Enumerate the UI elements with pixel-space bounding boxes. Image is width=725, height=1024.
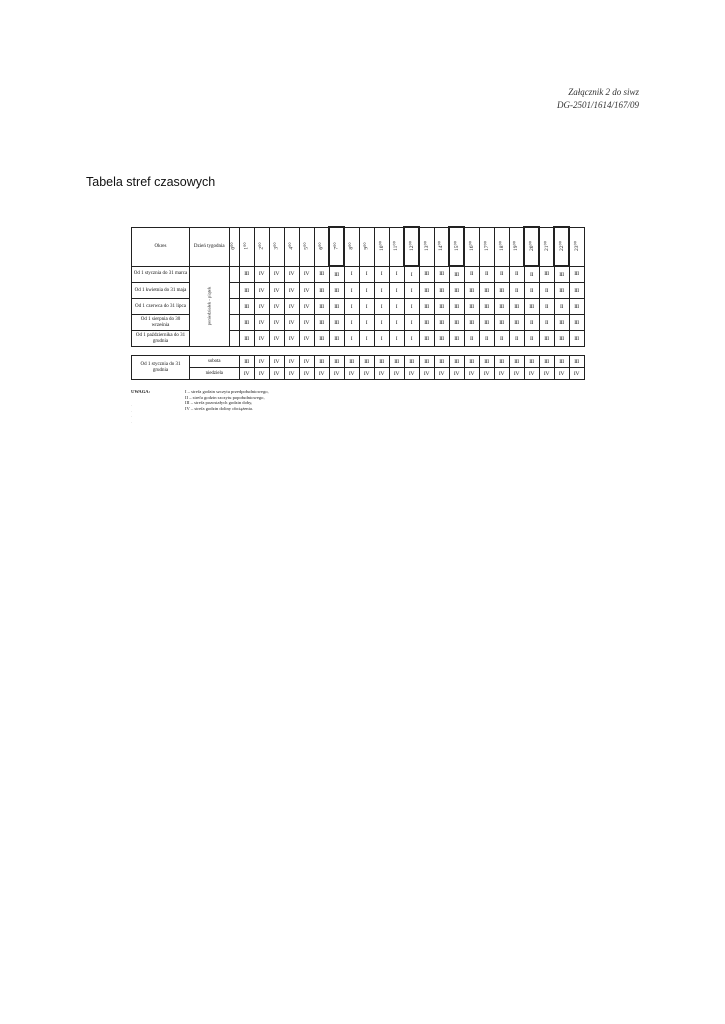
zone-cell: III	[344, 356, 359, 368]
weekend-day-cell: sobota	[190, 356, 240, 368]
zone-cell: I	[359, 283, 374, 299]
season-header: Okres	[132, 227, 190, 266]
hour-label: 14⁰⁰	[438, 241, 445, 251]
hour-label: 13⁰⁰	[423, 241, 430, 251]
zone-cell: II	[494, 266, 509, 283]
zone-cell: IV	[254, 266, 269, 283]
weekend-row	[132, 356, 585, 368]
note-line: III – strefa pozostałych godzin doby,	[185, 400, 253, 406]
zone-cell: IV	[254, 299, 269, 315]
zone-cell: I	[389, 266, 404, 283]
zone-cell: III	[314, 331, 329, 347]
hour-header	[389, 227, 404, 266]
season-cell: Od 1 kwietnia do 31 maja	[132, 283, 190, 299]
zone-cell: III	[314, 299, 329, 315]
zone-cell: III	[554, 356, 569, 368]
zone-cell: III	[524, 356, 539, 368]
spacer-cell	[229, 266, 239, 283]
hour-label: 19⁰⁰	[513, 241, 520, 251]
zone-cell: III	[329, 356, 344, 368]
zone-cell: IV	[329, 368, 344, 380]
zone-cell: III	[479, 356, 494, 368]
zone-cell: III	[554, 315, 569, 331]
day-header: Dzień tygodnia	[190, 227, 230, 266]
note-line: IV – strefa godzin doliny obciążenia.	[185, 405, 254, 411]
weekday-label: poniedziałek - piątek	[206, 286, 212, 326]
hour-header	[359, 227, 374, 266]
zone-cell: IV	[254, 283, 269, 299]
hour-label: 2⁰⁰	[258, 242, 265, 250]
zone-cell: IV	[299, 299, 314, 315]
hour-header	[419, 227, 434, 266]
zone-cell: III	[329, 331, 344, 347]
zone-cell: III	[494, 356, 509, 368]
zone-cell: IV	[269, 368, 284, 380]
zone-cell: IV	[284, 368, 299, 380]
zone-cell: IV	[419, 368, 434, 380]
zone-cell: II	[494, 331, 509, 347]
zone-cell: IV	[314, 368, 329, 380]
annex-reference	[557, 86, 639, 112]
zone-cell: III	[404, 356, 419, 368]
hour-header	[524, 227, 539, 266]
zone-cell: I	[404, 266, 419, 283]
zone-cell: IV	[404, 368, 419, 380]
hour-label: 21⁰⁰	[543, 241, 550, 251]
hour-header	[344, 227, 359, 266]
annex-line-1: Załącznik 2 do siwz	[568, 87, 639, 97]
hour-label: 6⁰⁰	[318, 242, 325, 250]
zone-cell: III	[539, 266, 554, 283]
zone-cell: III	[434, 315, 449, 331]
zone-cell: II	[509, 283, 524, 299]
zone-cell: III	[569, 266, 584, 283]
zone-cell: IV	[269, 299, 284, 315]
zone-cell: IV	[509, 368, 524, 380]
zone-cell: IV	[254, 331, 269, 347]
zone-cell: III	[314, 283, 329, 299]
zone-cell: III	[509, 356, 524, 368]
zone-cell: III	[479, 299, 494, 315]
hour-header	[299, 227, 314, 266]
zone-cell: III	[329, 315, 344, 331]
zone-cell: I	[389, 283, 404, 299]
hour-header	[404, 227, 419, 266]
zone-cell: III	[239, 299, 254, 315]
hour-header	[569, 227, 584, 266]
zone-cell: III	[314, 356, 329, 368]
zone-cell: IV	[539, 368, 554, 380]
zone-cell: IV	[524, 368, 539, 380]
zone-cell: III	[434, 331, 449, 347]
zone-cell: II	[524, 266, 539, 283]
zone-cell: II	[524, 331, 539, 347]
zone-cell: I	[344, 315, 359, 331]
zone-cell: III	[449, 299, 464, 315]
zone-cell: III	[374, 356, 389, 368]
zone-cell: IV	[284, 315, 299, 331]
zone-cell: II	[524, 315, 539, 331]
hour-label: 8⁰⁰	[348, 242, 355, 250]
hour-label: 20⁰⁰	[528, 241, 535, 251]
zone-cell: III	[494, 299, 509, 315]
zone-cell: I	[404, 299, 419, 315]
hour-header	[449, 227, 464, 266]
zone-cell: IV	[269, 266, 284, 283]
zone-cell: IV	[344, 368, 359, 380]
zone-cell: III	[389, 356, 404, 368]
zone-cell: II	[539, 315, 554, 331]
hour-header	[494, 227, 509, 266]
zone-cell: III	[434, 283, 449, 299]
zone-cell: I	[344, 299, 359, 315]
zone-cell: I	[389, 315, 404, 331]
hour-label: 12⁰⁰	[408, 241, 415, 251]
zone-cell: IV	[269, 331, 284, 347]
zone-cell: I	[404, 315, 419, 331]
hour-label: 3⁰⁰	[273, 242, 280, 250]
zone-cell: I	[374, 315, 389, 331]
season-cell: Od 1 stycznia do 31 marca	[132, 266, 190, 283]
zone-cell: III	[329, 283, 344, 299]
zone-cell: IV	[269, 283, 284, 299]
zone-cell: I	[404, 283, 419, 299]
weekday-label-cell	[190, 266, 230, 347]
season-cell: Od 1 października do 31 grudnia	[132, 331, 190, 347]
zone-cell: IV	[494, 368, 509, 380]
zone-cell: I	[374, 299, 389, 315]
zone-cell: I	[359, 315, 374, 331]
hour-label: 4⁰⁰	[288, 242, 295, 250]
zone-cell: IV	[254, 315, 269, 331]
hour-label: 22⁰⁰	[558, 241, 565, 251]
weekend-day-cell: niedziela	[190, 368, 240, 380]
zone-cell: IV	[389, 368, 404, 380]
zone-cell: III	[419, 266, 434, 283]
zone-cell: IV	[299, 283, 314, 299]
zone-cell: III	[329, 299, 344, 315]
zone-cell: III	[464, 315, 479, 331]
zone-cell: III	[434, 356, 449, 368]
header-row	[132, 227, 585, 266]
hour-label: 9⁰⁰	[363, 242, 370, 250]
zone-cell: III	[449, 266, 464, 283]
zone-cell: I	[344, 331, 359, 347]
zone-cell: IV	[299, 356, 314, 368]
zone-cell: III	[539, 356, 554, 368]
zone-cell: IV	[269, 315, 284, 331]
zone-cell: III	[494, 315, 509, 331]
spacer-cell	[229, 299, 239, 315]
zone-cell: III	[314, 266, 329, 283]
zone-cell: III	[329, 266, 344, 283]
zone-cell: III	[239, 331, 254, 347]
zone-cell: III	[539, 331, 554, 347]
zone-cell: I	[389, 331, 404, 347]
note-line: I – strefa godzin szczytu przedpołudniowego,	[185, 389, 269, 394]
gap-cell	[132, 347, 585, 356]
zone-cell: III	[569, 315, 584, 331]
hour-header	[254, 227, 269, 266]
zone-cell: I	[344, 283, 359, 299]
zone-cell: III	[479, 315, 494, 331]
gap-row	[132, 347, 585, 356]
zone-cell: II	[509, 266, 524, 283]
zone-cell: IV	[254, 356, 269, 368]
hour-header	[539, 227, 554, 266]
zone-cell: III	[554, 266, 569, 283]
hour-label: 11⁰⁰	[393, 241, 400, 251]
zone-cell: IV	[269, 356, 284, 368]
zone-cell: I	[404, 331, 419, 347]
zone-cell: IV	[464, 368, 479, 380]
hour-header	[329, 227, 344, 266]
weekday-row	[132, 266, 585, 283]
zone-cell: IV	[284, 299, 299, 315]
zone-cell: III	[419, 356, 434, 368]
zone-cell: III	[569, 299, 584, 315]
zone-cell: IV	[239, 368, 254, 380]
zone-cell: III	[239, 356, 254, 368]
hour-header	[434, 227, 449, 266]
zone-cell: III	[479, 283, 494, 299]
scan-dots: · · · ·	[131, 403, 135, 425]
spacer-cell	[229, 283, 239, 299]
zone-cell: IV	[374, 368, 389, 380]
zone-cell: III	[449, 315, 464, 331]
hour-header	[284, 227, 299, 266]
zone-cell: III	[554, 331, 569, 347]
weekend-season-cell: Od 1 stycznia do 31 grudnia	[132, 356, 190, 380]
zone-cell: III	[569, 356, 584, 368]
zone-cell: III	[419, 331, 434, 347]
zone-cell: III	[239, 315, 254, 331]
zone-cell: IV	[449, 368, 464, 380]
zone-cell: III	[569, 283, 584, 299]
zone-cell: III	[449, 356, 464, 368]
zone-cell: IV	[554, 368, 569, 380]
notes-label: UWAGA:	[131, 389, 151, 394]
zone-cell: III	[434, 299, 449, 315]
hour-label: 23⁰⁰	[573, 241, 580, 251]
zone-cell: III	[359, 356, 374, 368]
hour-label: 1⁰⁰	[243, 242, 250, 250]
zone-cell: III	[419, 299, 434, 315]
zone-cell: II	[539, 299, 554, 315]
page-title: Tabela stref czasowych	[86, 175, 216, 189]
zone-cell: II	[479, 266, 494, 283]
spacer-cell	[229, 315, 239, 331]
hour-header	[479, 227, 494, 266]
annex-line-2: DG-2501/1614/167/09	[557, 100, 639, 110]
zone-cell: IV	[299, 315, 314, 331]
zone-cell: IV	[254, 368, 269, 380]
zone-cell: I	[359, 266, 374, 283]
zone-cell: II	[509, 331, 524, 347]
zone-cell: IV	[569, 368, 584, 380]
hour-label: 0⁰⁰	[231, 242, 238, 250]
zone-cell: III	[239, 283, 254, 299]
zone-cell: I	[344, 266, 359, 283]
hour-header	[374, 227, 389, 266]
hour-header	[464, 227, 479, 266]
zone-cell: III	[419, 315, 434, 331]
hour-label: 5⁰⁰	[303, 242, 310, 250]
zone-cell: III	[569, 331, 584, 347]
zone-cell: IV	[479, 368, 494, 380]
zone-cell: III	[509, 299, 524, 315]
zone-cell: IV	[284, 266, 299, 283]
hour-header	[509, 227, 524, 266]
zone-cell: III	[239, 266, 254, 283]
hour-header	[239, 227, 254, 266]
zone-cell: I	[359, 299, 374, 315]
time-zone-table	[131, 226, 585, 380]
spacer-cell	[229, 331, 239, 347]
zone-cell: I	[389, 299, 404, 315]
scanned-table-image	[131, 226, 596, 426]
hour-header	[269, 227, 284, 266]
zone-cell: III	[524, 299, 539, 315]
notes-lines	[185, 389, 485, 411]
zone-cell: III	[449, 331, 464, 347]
zone-cell: III	[419, 283, 434, 299]
hour-label: 7⁰⁰	[333, 242, 340, 250]
zone-cell: II	[464, 331, 479, 347]
zone-cell: I	[374, 331, 389, 347]
hour-header	[229, 227, 239, 266]
zone-cell: I	[359, 331, 374, 347]
zone-cell: III	[494, 283, 509, 299]
zone-cell: III	[464, 356, 479, 368]
zone-cell: II	[524, 283, 539, 299]
zone-cell: II	[479, 331, 494, 347]
zone-cell: IV	[284, 283, 299, 299]
zone-cell: I	[374, 283, 389, 299]
zone-cell: III	[464, 299, 479, 315]
weekend-row	[132, 368, 585, 380]
hour-header	[554, 227, 569, 266]
zone-cell: IV	[284, 331, 299, 347]
zone-cell: II	[554, 299, 569, 315]
hour-header	[314, 227, 329, 266]
zone-cell: III	[434, 266, 449, 283]
zone-cell: IV	[299, 331, 314, 347]
hour-label: 16⁰⁰	[468, 241, 475, 251]
zone-cell: III	[464, 283, 479, 299]
season-cell: Od 1 sierpnia do 30 września	[132, 315, 190, 331]
zone-cell: IV	[434, 368, 449, 380]
zone-cell: II	[464, 266, 479, 283]
zone-cell: I	[374, 266, 389, 283]
zone-cell: IV	[299, 266, 314, 283]
season-cell: Od 1 czerwca do 31 lipca	[132, 299, 190, 315]
hour-label: 10⁰⁰	[378, 241, 385, 251]
zone-cell: II	[539, 283, 554, 299]
zone-cell: IV	[284, 356, 299, 368]
zone-cell: III	[509, 315, 524, 331]
zone-cell: IV	[299, 368, 314, 380]
zone-cell: III	[449, 283, 464, 299]
zone-cell: III	[314, 315, 329, 331]
zone-cell: III	[554, 283, 569, 299]
note-line: II – strefa godzin szczytu popołudniowego,	[185, 394, 265, 400]
hour-label: 18⁰⁰	[498, 241, 505, 251]
hour-label: 15⁰⁰	[453, 241, 460, 251]
zone-cell: IV	[359, 368, 374, 380]
hour-label: 17⁰⁰	[483, 241, 490, 251]
